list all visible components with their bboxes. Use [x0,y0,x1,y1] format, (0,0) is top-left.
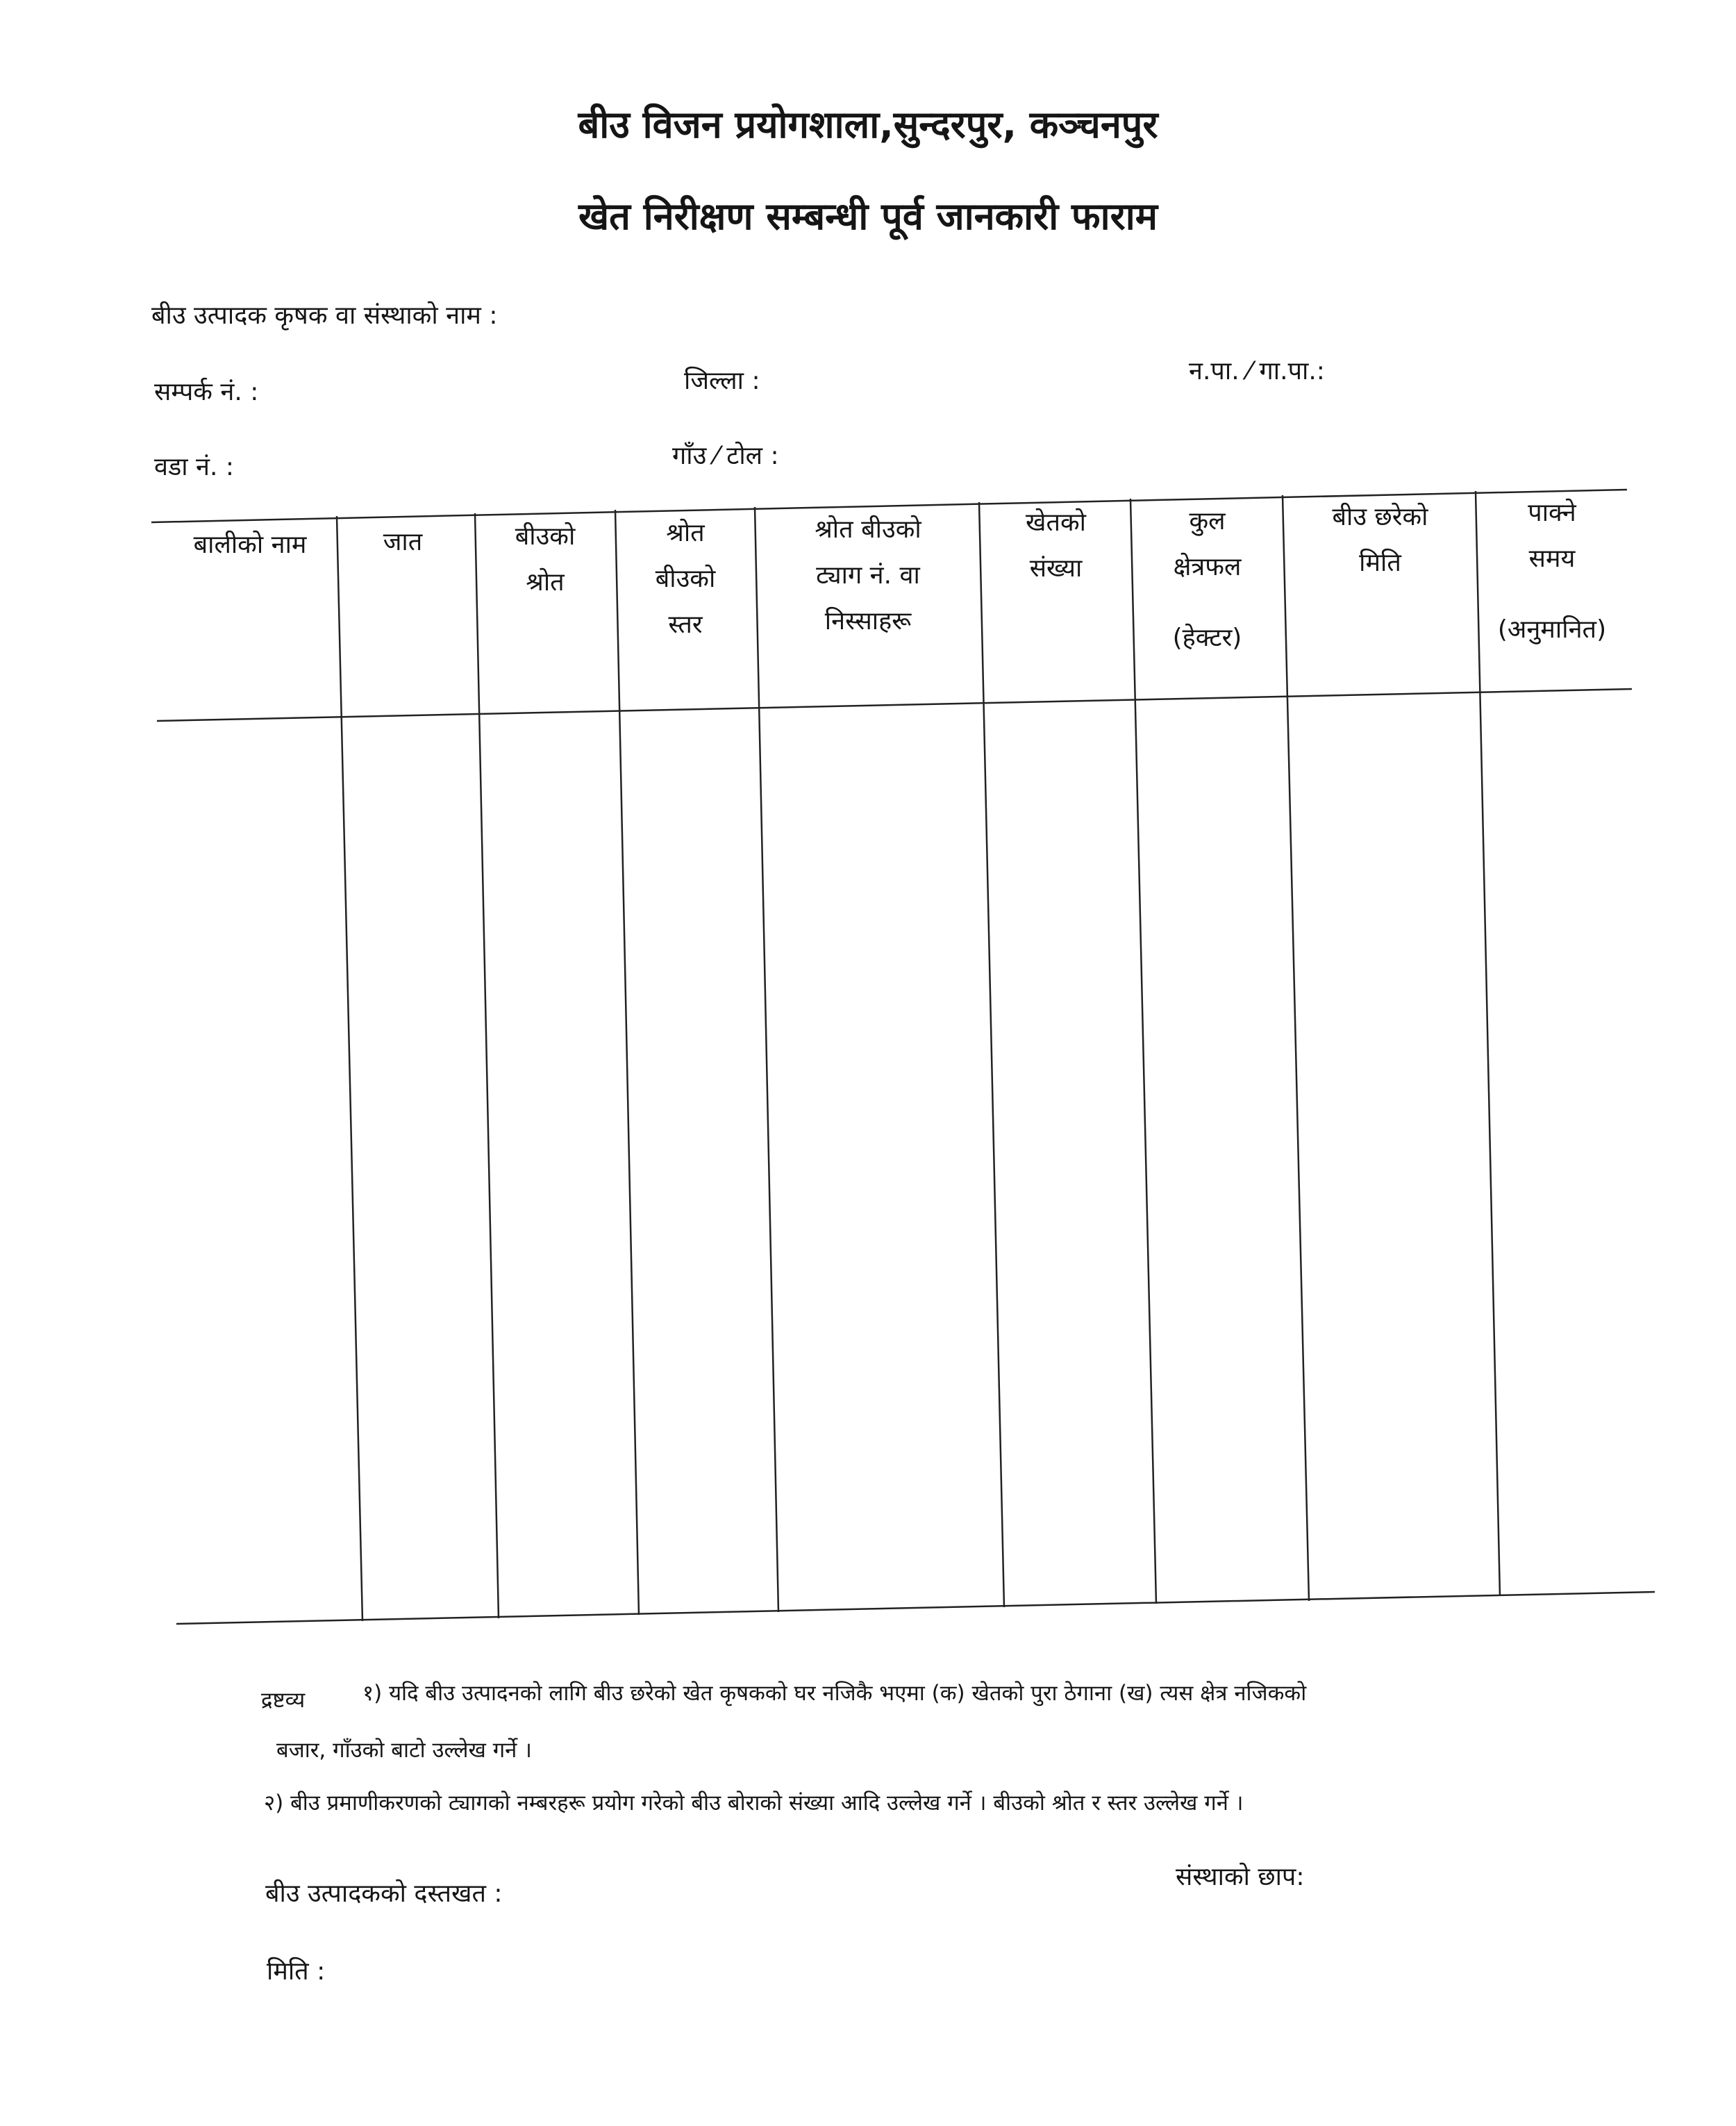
notes-label: द्रष्टव्य [261,1688,306,1713]
column-header-sowing-date: बीउ छरेको मिति [1332,503,1428,577]
column-header-seed-source: बीउको श्रोत [515,522,576,597]
organization-stamp-field: संस्थाको छाप: [1176,1863,1305,1891]
producer-name-field: बीउ उत्पादक कृषक वा संस्थाको नाम : [151,301,498,330]
village-tole-field: गाँउ ⁄ टोल : [672,442,779,470]
date-field: मिति : [267,1957,326,1986]
municipality-field: न.पा. ⁄ गा.पा.: [1189,357,1325,385]
note-1-line-1: १) यदि बीउ उत्पादनको लागि बीउ छरेको खेत कृषकको घर नजिकै भएमा (क) खेतको पुरा ठेगाना (ख) त्यस क्षेत्र नजिकको [362,1681,1307,1706]
producer-signature-field: बीउ उत्पादकको दस्तखत : [265,1879,503,1908]
column-header-field-count: खेतको संख्या [1026,508,1086,583]
column-header-total-area: कुल क्षेत्रफल (हेक्टर) [1172,507,1242,652]
column-header-maturity-time: पाक्ने समय (अनुमानित) [1497,499,1607,644]
column-header-source-seed-grade: श्रोत बीउको स्तर [655,519,716,639]
district-field: जिल्ला : [684,367,760,395]
contact-no-field: सम्पर्क नं. : [154,378,259,406]
note-2: २) बीउ प्रमाणीकरणको ट्यागको नम्बरहरू प्रयोग गरेको बीउ बोराको संख्या आदि उल्लेख गर्ने । बीउको श्रोत र स्तर उल्लेख गर्ने । [264,1791,1244,1816]
column-header-variety: जात [383,528,423,556]
page-subtitle: खेत निरीक्षण सम्बन्धी पूर्व जानकारी फाराम [578,194,1158,238]
page-title: बीउ विजन प्रयोगशाला,सुन्दरपुर, कञ्चनपुर [578,103,1158,147]
column-header-tag-no: श्रोत बीउको ट्याग नं. वा निस्साहरू [815,515,921,636]
column-header-crop-name: बालीको नाम [193,531,307,559]
ward-no-field: वडा नं. : [154,453,235,481]
note-1-line-2: बजार, गाँउको बाटो उल्लेख गर्ने । [276,1738,532,1763]
